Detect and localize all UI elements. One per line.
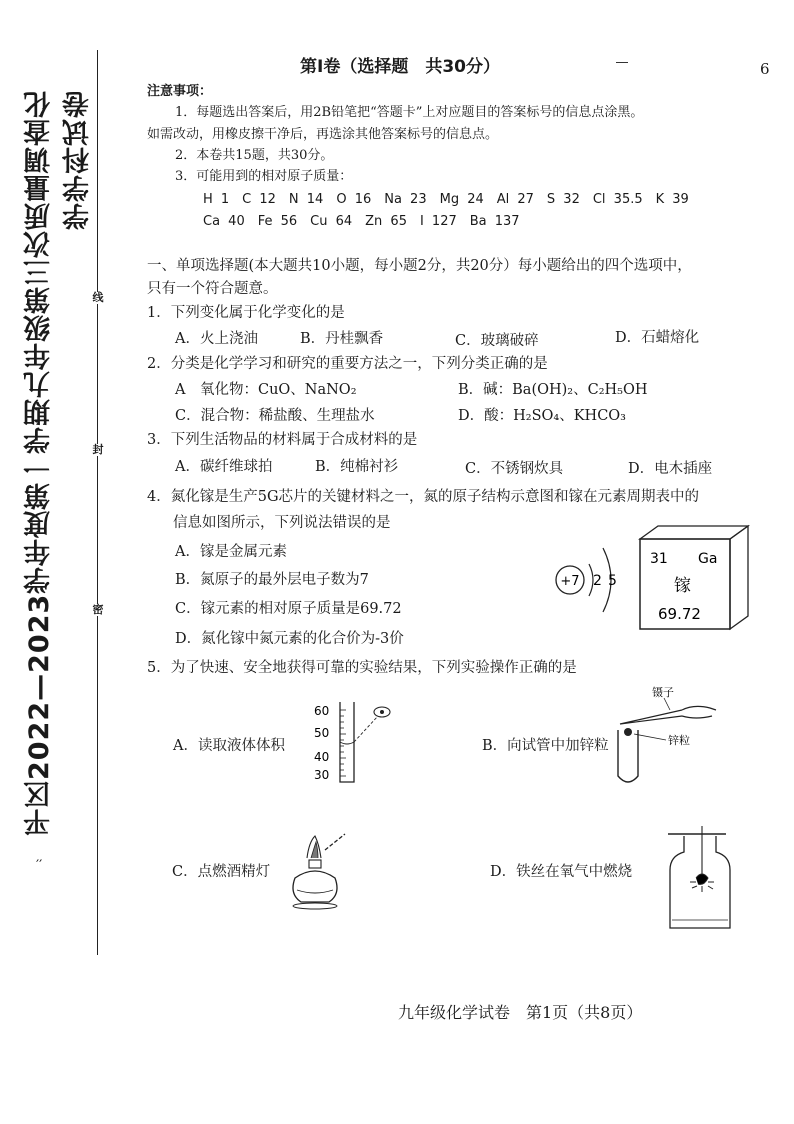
q1-option-d: D．石蜡熔化: [615, 330, 700, 346]
binding-label-xian: 线: [88, 292, 108, 304]
cylinder-tick-60: 60: [314, 704, 330, 718]
note-3: 3．可能用到的相对原子质量：: [175, 169, 353, 184]
note-1-cont: 如需改动，用橡皮擦干净后，再选涂其他答案标号的信息点。: [147, 127, 499, 142]
graduated-cylinder-diagram: [306, 696, 398, 786]
cylinder-tick-40: 40: [314, 750, 330, 764]
cylinder-tick-50: 50: [314, 726, 330, 740]
q5-option-b: B．向试管中加锌粒: [482, 738, 609, 754]
note-2: 2．本卷共15题，共30分。: [175, 148, 334, 163]
iron-wire-oxygen-jar-diagram: [664, 826, 734, 932]
atom-nucleus-label: +7: [560, 574, 580, 589]
alcohol-lamp-diagram: [285, 828, 355, 910]
q4-stem-cont: 信息如图所示，下列说法错误的是: [173, 515, 391, 531]
q5-option-c: C．点燃酒精灯: [172, 864, 271, 880]
exam-title-vertical: 平区2022—2023学年度第一学期九年级第三次质量调查化学学科试卷: [24, 90, 94, 837]
q3-stem: 3．下列生活物品的材料属于合成材料的是: [147, 432, 418, 448]
q4-option-a: A．镓是金属元素: [175, 544, 287, 560]
q1-stem: 1．下列变化属于化学变化的是: [147, 305, 345, 321]
q2-option-d: D．酸：H₂SO₄、KHCO₃: [458, 408, 626, 424]
q2-option-c: C．混合物：稀盐酸、生理盐水: [175, 408, 375, 424]
q3-option-b: B．纯棉衬衫: [315, 459, 399, 475]
atomic-masses-line2: Ca 40 Fe 56 Cu 64 Zn 65 I 127 Ba 137: [203, 214, 520, 229]
atom-shell1-label: 2: [593, 573, 602, 589]
atomic-masses-line1: H 1 C 12 N 14 O 16 Na 23 Mg 24 Al 27 S 32 Cl 35.5 K 39: [203, 192, 689, 207]
gallium-element-cell: [634, 523, 754, 635]
page-footer: 九年级化学试卷 第1页（共8页）: [398, 1003, 643, 1022]
q3-option-d: D．电木插座: [628, 461, 713, 477]
binding-line: [97, 50, 98, 955]
q1-option-b: B．丹桂飘香: [300, 331, 384, 347]
binding-label-mi: 密: [88, 604, 108, 616]
section-title: 第Ⅰ卷（选择题 共30分）: [300, 57, 500, 77]
q5-option-d: D．铁丝在氧气中燃烧: [490, 864, 633, 880]
q5-option-a: A．读取液体体积: [173, 738, 285, 754]
q4-stem: 4．氮化镓是生产5G芯片的关键材料之一，氮的原子结构示意图和镓在元素周期表中的: [147, 489, 700, 505]
element-number: 31: [650, 551, 668, 567]
atom-shell2-label: 5: [608, 573, 617, 589]
q3-option-a: A．碳纤维球拍: [175, 459, 273, 475]
tweezers-label: 镊子: [652, 686, 674, 699]
page-corner-number: 6: [760, 60, 770, 78]
notes-heading: 注意事项：: [147, 84, 213, 99]
test-tube-zinc-diagram: [612, 684, 722, 790]
header-dash: [616, 62, 628, 63]
q4-option-b: B．氮原子的最外层电子数为7: [175, 572, 369, 588]
q2-option-b: B．碱：Ba(OH)₂、C₂H₅OH: [458, 382, 648, 398]
q1-option-a: A．火上浇油: [175, 331, 258, 347]
part1-heading: 一、单项选择题(本大题共10小题，每小题2分，共20分）每小题给出的四个选项中，: [147, 258, 692, 274]
sidebar-mark: ′′: [36, 858, 43, 874]
zinc-label: 锌粒: [668, 734, 690, 747]
q3-option-c: C．不锈钢炊具: [465, 461, 564, 477]
q4-option-d: D．氮化镓中氮元素的化合价为-3价: [175, 631, 404, 647]
nitrogen-atom-diagram: [545, 528, 625, 628]
q5-stem: 5．为了快速、安全地获得可靠的实验结果，下列实验操作正确的是: [147, 660, 577, 676]
q4-option-c: C．镓元素的相对原子质量是69.72: [175, 601, 402, 617]
part1-heading-cont: 只有一个符合题意。: [147, 281, 278, 297]
element-name: 镓: [674, 576, 691, 596]
binding-label-feng: 封: [88, 444, 108, 456]
q1-option-c: C．玻璃破碎: [455, 333, 539, 349]
element-symbol: Ga: [698, 551, 718, 567]
q2-stem: 2．分类是化学学习和研究的重要方法之一，下列分类正确的是: [147, 356, 548, 372]
element-mass: 69.72: [658, 605, 701, 623]
note-1: 1．每题选出答案后，用2B铅笔把“答题卡”上对应题目的答案标号的信息点涂黑。: [175, 105, 644, 120]
cylinder-tick-30: 30: [314, 768, 330, 782]
q2-option-a: A 氧化物：CuO、NaNO₂: [175, 382, 357, 398]
